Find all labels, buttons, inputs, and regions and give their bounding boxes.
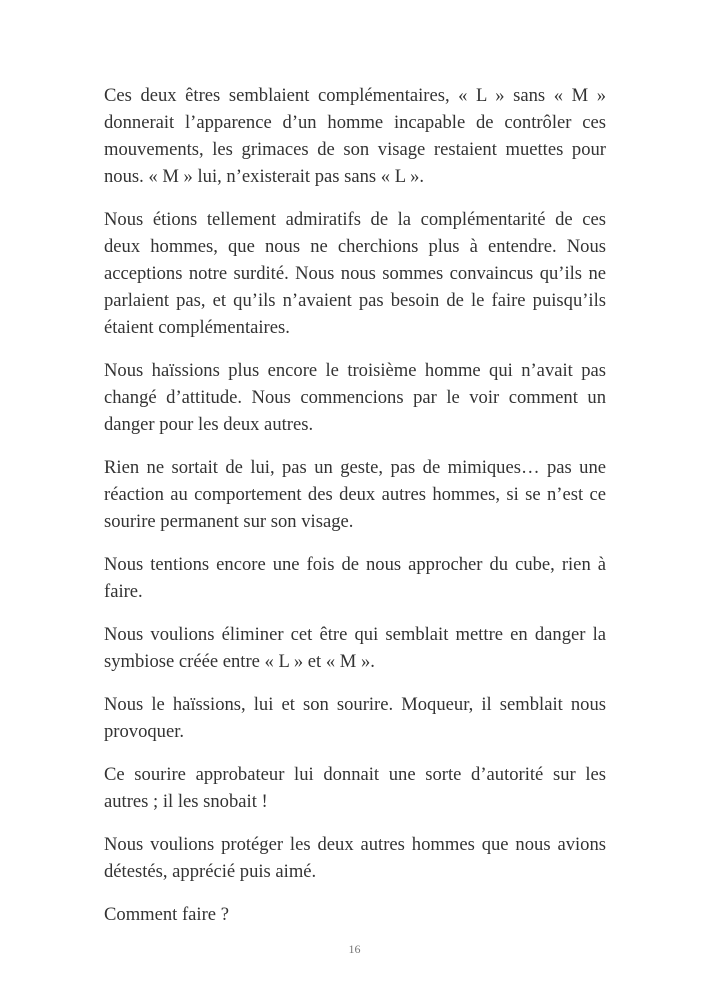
paragraph: Nous tentions encore une fois de nous approcher du cube, rien à faire. bbox=[104, 554, 606, 602]
page-number: 16 bbox=[348, 942, 361, 956]
page-body bbox=[104, 82, 606, 944]
paragraph: Nous le haïssions, lui et son sourire. Moqueur, il semblait nous provoquer. bbox=[104, 694, 606, 742]
paragraph: Ce sourire approbateur lui donnait une sorte d’autorité sur les autres ; il les snobait ! bbox=[104, 764, 606, 812]
paragraph: Nous haïssions plus encore le troisième homme qui n’avait pas changé d’attitude. Nous commencions par le voir comment un danger pour les deux autres. bbox=[104, 360, 606, 435]
paragraph: Ces deux êtres semblaient complémentaires, « L » sans « M » donnerait l’apparence d’un homme incapable de contrôler ces mouvements, les grimaces de son visage restaient muettes pour nous. « M » lui, n’existerait pas sans « L ». bbox=[104, 85, 606, 187]
paragraph: Nous étions tellement admiratifs de la complémentarité de ces deux hommes, que nous ne cherchions plus à entendre. Nous acceptions notre surdité. Nous nous sommes convaincus qu’ils ne parlaient pas, et qu’ils n’avaient pas besoin de le faire puisqu’ils étaient complémentaires. bbox=[104, 209, 606, 338]
paragraph: Rien ne sortait de lui, pas un geste, pas de mimiques… pas une réaction au comportement des deux autres hommes, si se n’est ce sourire permanent sur son visage. bbox=[104, 457, 606, 532]
paragraph: Nous voulions éliminer cet être qui semblait mettre en danger la symbiose créée entre « L » et « M ». bbox=[104, 624, 606, 672]
paragraph: Comment faire ? bbox=[104, 904, 229, 925]
paragraph: Nous voulions protéger les deux autres hommes que nous avions détestés, apprécié puis aimé. bbox=[104, 834, 606, 882]
